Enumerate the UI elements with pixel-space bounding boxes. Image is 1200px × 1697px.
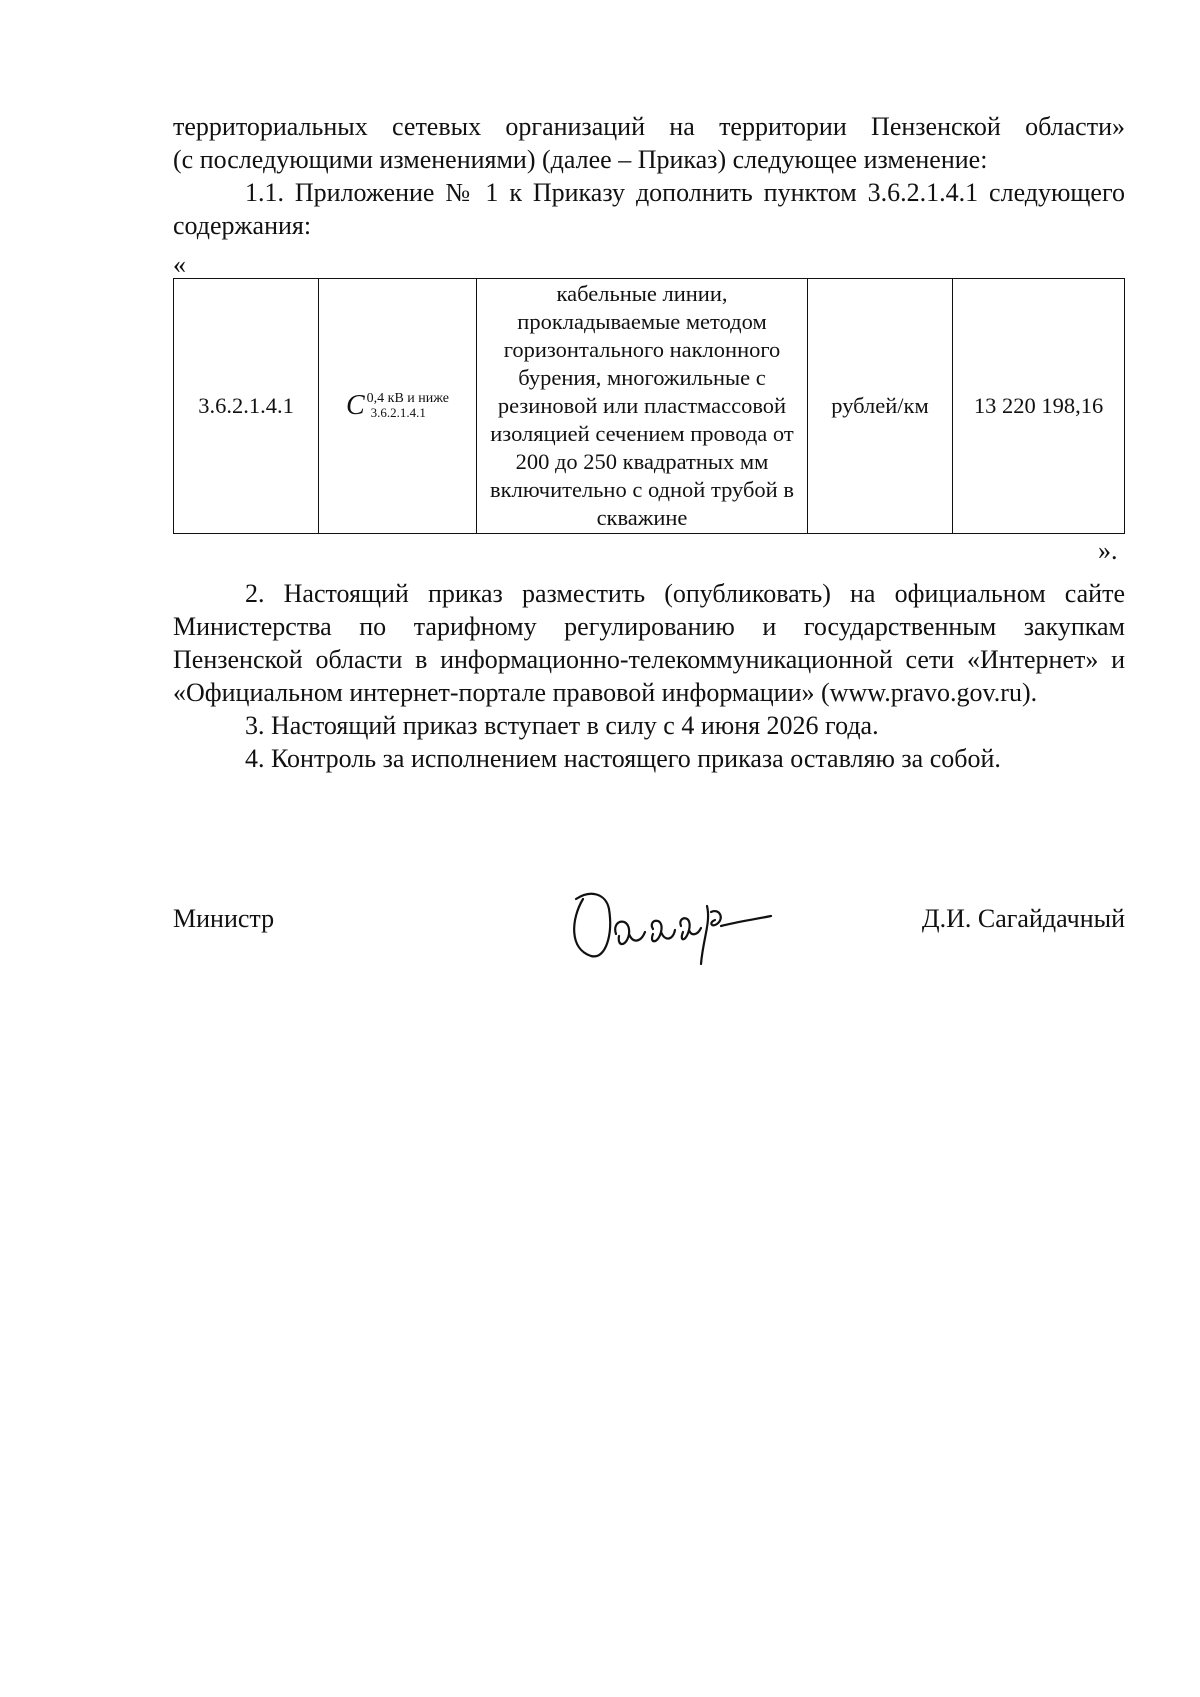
symbol-indices — [367, 392, 449, 420]
symbol-letter: C — [345, 389, 365, 421]
body-block — [173, 577, 1125, 775]
unit-cell: рублей/км — [808, 279, 953, 534]
value-cell: 13 220 198,16 — [953, 279, 1125, 534]
table-row — [174, 279, 1125, 534]
quote-open: « — [173, 250, 186, 279]
description-cell: кабельные линии, прокладываемые методом горизонтального наклонного бурения, многожильные с резиновой или пластмассовой изоляцией сечением провода от 200 до 250 квадратных мм включительно с одной трубой в скважине — [477, 279, 808, 534]
quote-close: ». — [1098, 536, 1118, 565]
symbol-cell — [319, 279, 477, 534]
paragraph-3: 3. Настоящий приказ вступает в силу с 4 июня 2026 года. — [245, 711, 879, 740]
intro-block — [173, 110, 1125, 242]
tariff-table — [173, 278, 1125, 534]
symbol-subscript: 3.6.2.1.4.1 — [370, 404, 426, 420]
paragraph-4: 4. Контроль за исполнением настоящего приказа оставляю за собой. — [245, 744, 1001, 773]
paragraph-2: 2. Настоящий приказ разместить (опубликовать) на официальном сайте Министерства по тарифному регулированию и государственным закупкам Пензенской области в информационно-телекоммуникационной сети «Интернет» и «Официальном интернет-портале правовой информации» (www.pravo.gov.ru). — [173, 579, 1125, 707]
signer-name: Д.И. Сагайдачный — [921, 904, 1125, 933]
handwritten-signature — [561, 864, 776, 974]
item-1-1: 1.1. Приложение № 1 к Приказу дополнить пунктом 3.6.2.1.4.1 следующего содержания: — [173, 178, 1125, 240]
symbol-superscript: 0,4 кВ и ниже — [366, 390, 449, 406]
tariff-symbol — [345, 389, 449, 421]
code-cell: 3.6.2.1.4.1 — [174, 279, 319, 534]
intro-line-2: (с последующими изменениями) (далее – Приказ) следующее изменение: — [173, 145, 988, 174]
signer-position: Министр — [173, 904, 275, 933]
intro-line-1: территориальных сетевых организаций на территории Пензенской области» — [173, 112, 1125, 141]
signature-block — [173, 904, 1125, 1004]
